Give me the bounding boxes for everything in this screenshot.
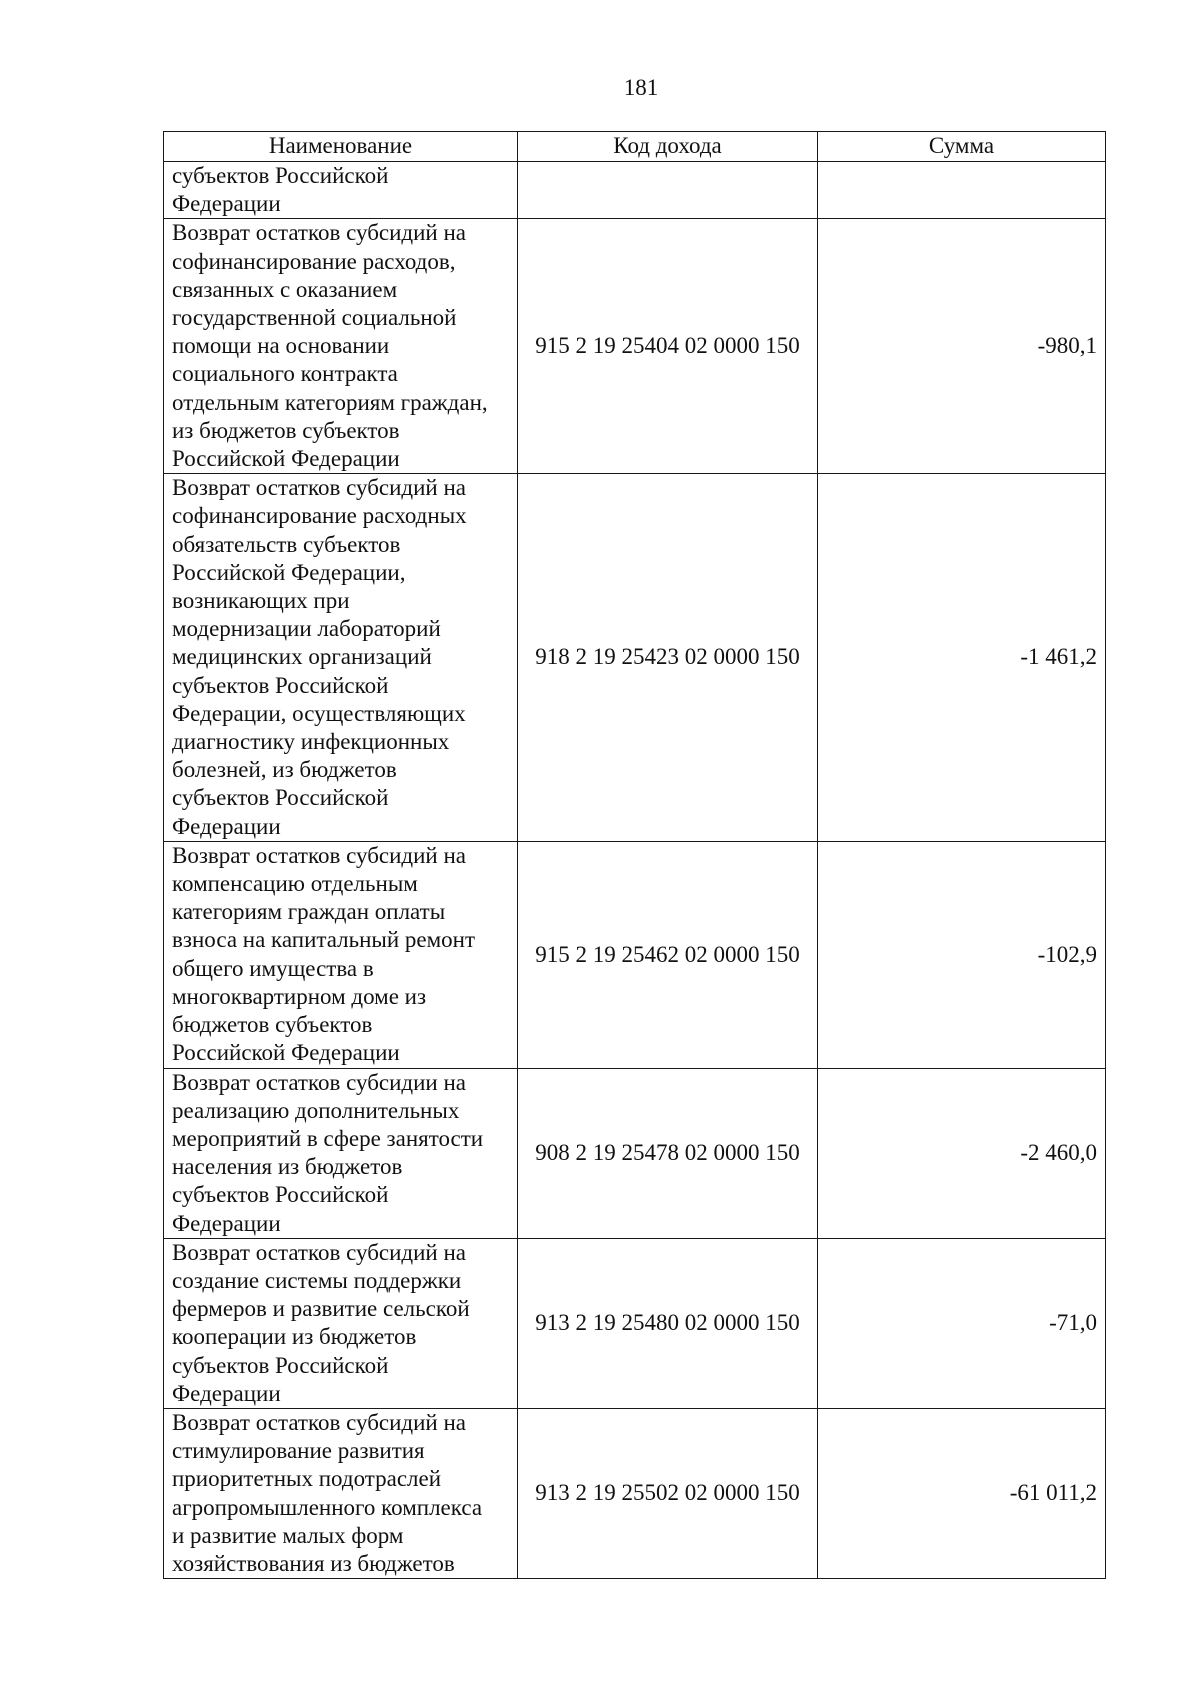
- row-code-cell: [518, 162, 818, 219]
- table-body: [164, 162, 1106, 1579]
- row-sum-cell: [818, 162, 1106, 219]
- row-name-line: Федерации: [172, 1380, 281, 1406]
- row-name-line: кооперации из бюджетов: [172, 1324, 417, 1350]
- table-row: [164, 841, 1106, 1068]
- row-name-line: Возврат остатков субсидий на: [172, 220, 467, 246]
- row-code-cell: 918 2 19 25423 02 0000 150: [518, 474, 818, 842]
- row-name-line: категориям граждан оплаты: [172, 899, 446, 925]
- row-code-cell: 908 2 19 25478 02 0000 150: [518, 1068, 818, 1238]
- row-name-line: реализацию дополнительных: [172, 1097, 460, 1123]
- row-sum-cell: -61 011,2: [818, 1408, 1106, 1578]
- table-row: [164, 1068, 1106, 1238]
- row-name-line: Федерации, осуществляющих: [172, 700, 466, 726]
- row-name-line: софинансирование расходов,: [172, 248, 456, 274]
- row-code-cell: 915 2 19 25462 02 0000 150: [518, 841, 818, 1068]
- row-sum-cell: -1 461,2: [818, 474, 1106, 842]
- row-name-cell: [164, 1408, 518, 1578]
- row-name-line: Возврат остатков субсидий на: [172, 1409, 467, 1435]
- row-name-line: Российской Федерации,: [172, 559, 406, 585]
- row-name-line: хозяйствования из бюджетов: [172, 1550, 455, 1576]
- row-name-line: болезней, из бюджетов: [172, 757, 397, 783]
- row-sum-cell: -980,1: [818, 219, 1106, 474]
- table-row: [164, 474, 1106, 842]
- row-name-line: связанных с оказанием: [172, 276, 398, 302]
- row-name-line: Возврат остатков субсидий на: [172, 842, 467, 868]
- row-name-line: создание системы поддержки: [172, 1267, 462, 1293]
- row-code-cell: 913 2 19 25480 02 0000 150: [518, 1238, 818, 1408]
- row-name-line: социального контракта: [172, 361, 398, 387]
- row-name-cell: [164, 1238, 518, 1408]
- row-name-line: Федерации: [172, 191, 281, 217]
- table-row: [164, 1238, 1106, 1408]
- row-code-cell: 915 2 19 25404 02 0000 150: [518, 219, 818, 474]
- row-name-line: Возврат остатков субсидий на: [172, 475, 467, 501]
- row-name-line: государственной социальной: [172, 305, 457, 331]
- row-name-line: Федерации: [172, 1210, 281, 1236]
- row-sum-cell: -102,9: [818, 841, 1106, 1068]
- header-sum: Сумма: [818, 132, 1106, 162]
- row-name-line: субъектов Российской: [172, 1182, 389, 1208]
- header-code: Код дохода: [518, 132, 818, 162]
- row-name-line: Российской Федерации: [172, 446, 400, 472]
- page-number: 181: [623, 75, 659, 100]
- row-name-line: агропромышленного комплекса: [172, 1494, 483, 1520]
- row-name-line: диагностику инфекционных: [172, 729, 450, 755]
- row-name-line: взноса на капитальный ремонт: [172, 927, 476, 953]
- row-name-line: субъектов Российской: [172, 672, 389, 698]
- row-name-cell: [164, 162, 518, 219]
- row-name-line: стимулирование развития: [172, 1438, 425, 1464]
- header-name: Наименование: [164, 132, 518, 162]
- row-name-line: субъектов Российской: [172, 1352, 389, 1378]
- row-name-line: модернизации лабораторий: [172, 616, 441, 642]
- row-name-line: Возврат остатков субсидии на: [172, 1069, 467, 1095]
- row-name-line: софинансирование расходных: [172, 503, 467, 529]
- row-name-line: субъектов Российской: [172, 785, 389, 811]
- row-name-line: возникающих при: [172, 588, 350, 614]
- row-name-line: Возврат остатков субсидий на: [172, 1239, 467, 1265]
- row-code-cell: 913 2 19 25502 02 0000 150: [518, 1408, 818, 1578]
- row-name-line: фермеров и развитие сельской: [172, 1296, 470, 1322]
- row-name-line: Федерации: [172, 813, 281, 839]
- row-name-line: компенсацию отдельным: [172, 871, 418, 897]
- row-sum-cell: -2 460,0: [818, 1068, 1106, 1238]
- table-row: [164, 1408, 1106, 1578]
- row-name-cell: [164, 219, 518, 474]
- row-name-line: из бюджетов субъектов: [172, 417, 400, 443]
- table-row: [164, 162, 1106, 219]
- row-name-line: медицинских организаций: [172, 644, 432, 670]
- row-name-line: многоквартирном доме из: [172, 983, 427, 1009]
- row-name-line: отдельным категориям граждан,: [172, 389, 488, 415]
- row-name-line: бюджетов субъектов: [172, 1012, 373, 1038]
- row-name-line: общего имущества в: [172, 955, 374, 981]
- row-name-line: обязательств субъектов: [172, 531, 401, 557]
- row-name-line: Российской Федерации: [172, 1040, 400, 1066]
- row-name-line: населения из бюджетов: [172, 1154, 403, 1180]
- revenue-table: [163, 131, 1106, 1579]
- table-row: [164, 219, 1106, 474]
- row-name-line: помощи на основании: [172, 333, 390, 359]
- header-row: [164, 132, 1106, 162]
- row-name-line: субъектов Российской: [172, 163, 389, 188]
- row-name-cell: [164, 841, 518, 1068]
- row-name-line: мероприятий в сфере занятости: [172, 1125, 484, 1151]
- row-name-cell: [164, 1068, 518, 1238]
- row-sum-cell: -71,0: [818, 1238, 1106, 1408]
- row-name-line: и развитие малых форм: [172, 1522, 404, 1548]
- row-name-cell: [164, 474, 518, 842]
- table-header: [164, 132, 1106, 162]
- row-name-line: приоритетных подотраслей: [172, 1466, 442, 1492]
